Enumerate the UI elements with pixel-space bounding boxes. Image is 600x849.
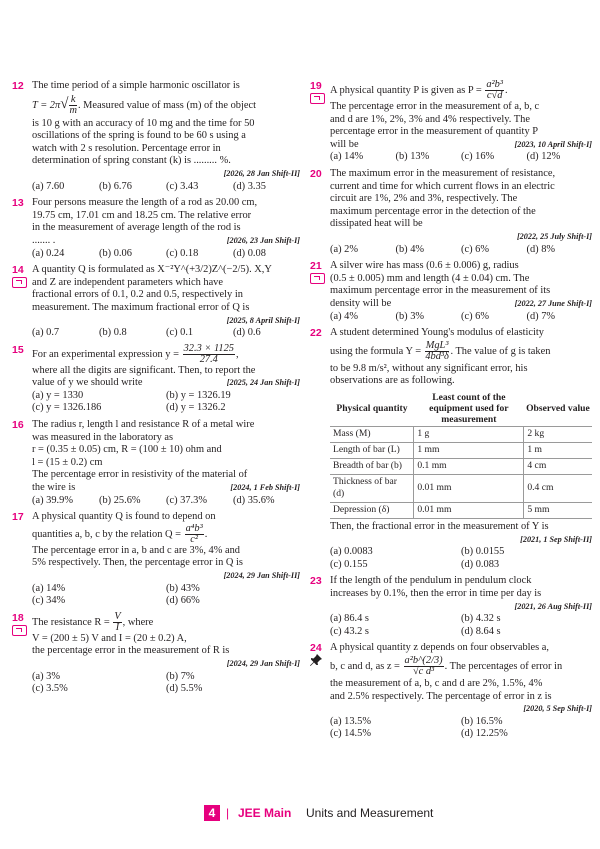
option[interactable]: (d) 0.6	[233, 327, 261, 339]
option[interactable]: (a) 14%	[330, 151, 364, 163]
footer-brand: JEE Main	[238, 806, 292, 820]
question-text: determination of spring constant (k) is ......... %.	[32, 155, 231, 167]
question-text: fractional errors of 0.1, 0.2 and 0.5, respectively in	[32, 289, 243, 301]
option[interactable]: (d) 5.5%	[166, 683, 203, 695]
table-cell: 0.01 mm	[414, 503, 524, 519]
question-text: in the measurement of average length of the rod is	[32, 222, 241, 234]
options	[330, 151, 592, 164]
table-cell: 1 g	[414, 426, 524, 442]
option[interactable]: (a) 0.24	[32, 247, 65, 259]
option[interactable]: (a) 0.7	[32, 327, 60, 339]
option[interactable]: (a) 3%	[32, 670, 60, 682]
question-14	[12, 264, 300, 340]
question-text: A student determined Young's modulus of elasticity	[330, 327, 545, 339]
question-text-row	[330, 298, 592, 311]
question-text: and 2.5% respectively. The percentage of error in z is	[330, 690, 552, 702]
question-23	[310, 575, 592, 638]
question-15	[12, 344, 300, 415]
question-24	[310, 642, 592, 741]
question-text: l = (15 ± 0.2) cm	[32, 456, 103, 468]
option[interactable]: (d) 0.083	[461, 558, 500, 570]
question-text: maximum percentage error in the detection of the	[330, 205, 536, 217]
numerator: MgL³	[425, 339, 449, 351]
source-tag: [2025, 8 April Shift-I]	[226, 315, 300, 325]
table-row	[330, 503, 592, 519]
question-text-row	[330, 139, 592, 152]
question-22	[310, 327, 592, 571]
question-number: 21	[310, 260, 322, 273]
question-text: watch with 2 s resolution. Percentage error in	[32, 142, 221, 154]
question-text: . Measured value of mass (m) of the object	[77, 99, 256, 111]
question-13	[12, 197, 300, 260]
question-text: dissipated heat will be	[330, 218, 423, 230]
numerator: a⁴b³	[185, 522, 203, 534]
option[interactable]: (b) 0.0155	[461, 546, 505, 558]
formula-line	[330, 341, 592, 362]
question-text: increases by 0.1%, then the error in time per day is	[330, 588, 542, 600]
source-tag: [2022, 27 June Shift-I]	[514, 298, 592, 308]
question-text: and Z are independent parameters which have	[32, 276, 223, 288]
option[interactable]: (a) 86.4 s	[330, 613, 369, 625]
question-text: percentage error in the measurement of quantity P	[330, 126, 539, 138]
source-tag: [2022, 25 July Shift-I]	[516, 231, 592, 241]
question-text: If the length of the pendulum in pendulum clock	[330, 575, 532, 587]
question-number: 20	[310, 167, 322, 180]
option[interactable]: (b) y = 1326.19	[166, 389, 231, 401]
option[interactable]: (c) y = 1326.186	[32, 402, 102, 414]
question-text: (0.5 ± 0.005) mm and length (4 ± 0.04) cm. The	[330, 272, 530, 284]
question-text: 5% respectively. Then, the percentage error in Q is	[32, 557, 243, 569]
page-footer	[0, 804, 600, 822]
question-text: A physical quantity z depends on four observables a,	[330, 642, 550, 654]
option[interactable]: (d) 12.25%	[461, 728, 508, 740]
question-text: the measurement of a, b, c and d are 2%, 1.5%, 4%	[330, 678, 543, 689]
table-cell: 1 m	[524, 442, 592, 458]
numerator: 32.3 × 1125	[183, 342, 234, 354]
question-text: A silver wire has mass (0.6 ± 0.006) g, radius	[330, 260, 519, 272]
question-number: 13	[12, 197, 24, 210]
question-number: 24	[310, 642, 322, 655]
table-cell: 1 mm	[414, 442, 524, 458]
option[interactable]: (d) 0.08	[233, 247, 266, 259]
source-tag: [2024, 29 Jan Shift-I]	[226, 658, 300, 668]
option[interactable]: (c) 6%	[461, 243, 489, 255]
formula-line	[32, 612, 300, 633]
denominator: 4bd³δ	[425, 350, 449, 362]
fraction	[425, 341, 450, 362]
question-text: Then, the fractional error in the measurement of Y is	[330, 521, 549, 533]
fraction	[183, 344, 235, 365]
option[interactable]: (a) 39.9%	[32, 494, 73, 506]
footer-separator: |	[226, 806, 230, 820]
option[interactable]: (d) 35.6%	[233, 494, 275, 506]
option[interactable]: (c) 3.5%	[32, 683, 68, 695]
question-number: 14	[12, 264, 24, 277]
option[interactable]: (d) y = 1326.2	[166, 402, 226, 414]
option[interactable]: (a) y = 1330	[32, 389, 84, 401]
source-tag: [2024, 29 Jan Shift-II]	[223, 571, 300, 580]
question-number: 23	[310, 575, 322, 588]
observations-table	[330, 391, 592, 519]
question-number: 17	[12, 511, 24, 524]
table-cell: 0.01 mm	[414, 474, 524, 502]
table-cell: 5 mm	[524, 503, 592, 519]
option[interactable]: (d) 12%	[526, 151, 561, 163]
option[interactable]: (b) 16.5%	[461, 715, 503, 727]
option[interactable]: (c) 6%	[461, 310, 489, 322]
question-12	[12, 80, 300, 193]
question-17	[12, 511, 300, 608]
option[interactable]: (b) 43%	[166, 582, 200, 594]
option[interactable]: (a) 4%	[330, 310, 358, 322]
option[interactable]: (d) 66%	[166, 595, 200, 607]
options	[330, 311, 592, 324]
options	[32, 327, 300, 340]
question-text: quantities a, b, c by the relation Q =	[32, 528, 181, 540]
source-tag: [2025, 24 Jan Shift-I]	[226, 378, 300, 388]
denominator: c²	[190, 533, 199, 545]
option[interactable]: (a) 2%	[330, 243, 358, 255]
question-text: A quantity Q is formulated as X⁻²Y^(+3/2)Z^(−2/5). X,Y	[32, 264, 272, 276]
source-tag: [2023, 10 April Shift-I]	[514, 139, 592, 149]
question-text: observations are as following.	[330, 375, 455, 387]
formula: T = 2π	[32, 99, 61, 111]
question-text: will be	[330, 138, 359, 150]
table-cell: Depression (δ)	[330, 503, 414, 519]
numerator: a²b^(2/3)	[404, 655, 443, 666]
footer-chapter-title: Units and Measurement	[306, 806, 434, 820]
question-text: A physical quantity P is given as P =	[330, 84, 482, 96]
table-header: Physical quantity	[330, 391, 414, 427]
question-text: The percentage error in a, b and c are 3%, 4% and	[32, 544, 240, 556]
table-cell: Thickness of bar (d)	[330, 474, 414, 502]
table-cell: 4 cm	[524, 458, 592, 474]
question-text: r = (0.35 ± 0.05) cm, R = (100 ± 10) ohm and	[32, 444, 222, 456]
question-text: using the formula Y =	[330, 345, 422, 357]
table-row	[330, 458, 592, 474]
options	[32, 390, 300, 415]
options	[330, 716, 592, 741]
options	[32, 671, 300, 696]
question-text: measurement. The maximum fractional error of Q is	[32, 301, 250, 313]
question-text: circuit are 1%, 2% and 3%, respectively. The	[330, 193, 518, 205]
question-number: 18	[12, 611, 24, 624]
option[interactable]: (c) 16%	[461, 151, 495, 163]
option[interactable]: (b) 0.8	[99, 327, 127, 339]
denominator: I	[115, 621, 120, 633]
question-text: The resistance R =	[32, 616, 110, 628]
question-text: . The value of g is taken	[450, 345, 551, 357]
question-number: 19	[310, 80, 322, 92]
question-text: The maximum error in the measurement of resistance,	[330, 167, 556, 179]
question-text: 19.75 cm, 17.01 cm and 18.25 cm. The relative error	[32, 209, 252, 221]
option[interactable]: (c) 43.2 s	[330, 625, 369, 637]
question-19	[310, 80, 592, 164]
option[interactable]: (b) 3%	[395, 310, 425, 322]
option[interactable]: (b) 13%	[395, 151, 430, 163]
question-text: . The percentages of error in	[444, 660, 563, 672]
option[interactable]: (b) 4%	[395, 243, 425, 255]
question-text: The radius r, length l and resistance R of a metal wire	[32, 419, 255, 431]
repeat-icon	[12, 277, 27, 288]
options	[32, 583, 300, 608]
fraction	[485, 80, 504, 101]
table-cell: Mass (M)	[330, 426, 414, 442]
option[interactable]: (a) 0.0083	[330, 546, 373, 558]
formula-line: A physical quantity P is given as P = $\frac{\text{a²b³}}{c√d}$ .	[330, 79, 508, 101]
question-text: and d are 1%, 2%, 3% and 4% respectively. The	[330, 113, 530, 125]
options	[32, 495, 300, 508]
question-text: to be 9.8 m/s², without any significant error, his	[330, 362, 528, 374]
question-text: current and time for which current flows in an electric	[330, 180, 555, 192]
question-text: V = (200 ± 5) V and I = (20 ± 0.2) A,	[32, 632, 187, 644]
formula-line: quantities a, b, c by the relation Q = $\frac{\text{a⁴b³}}{\text{c²}}$ .	[32, 522, 208, 545]
numerator: V	[114, 610, 121, 622]
question-text: oscillations of the spring is found to be 60 s using a	[32, 130, 246, 142]
question-text-row	[32, 482, 300, 495]
question-number: 22	[310, 327, 322, 340]
page-number: 4	[204, 805, 220, 821]
question-20	[310, 168, 592, 256]
fraction	[185, 524, 204, 545]
option[interactable]: (c) 0.18	[166, 247, 199, 259]
question-text: the percentage error in the measurement of R is	[32, 645, 230, 657]
question-number: 16	[12, 419, 24, 432]
denominator: √c d³	[412, 666, 435, 677]
option[interactable]: (b) 4.32 s	[461, 613, 501, 625]
table-cell: Breadth of bar (b)	[330, 458, 414, 474]
table-header-row	[330, 391, 592, 427]
source-tag: [2020, 5 Sep Shift-I]	[523, 704, 592, 714]
table-cell: 0.4 cm	[524, 474, 592, 502]
formula-line	[330, 656, 592, 677]
options	[32, 248, 300, 261]
option[interactable]: (b) 6.76	[99, 180, 132, 192]
options	[330, 244, 592, 257]
question-text: maximum percentage error in the measurement of its	[330, 285, 551, 297]
table-row	[330, 426, 592, 442]
question-text-row	[32, 377, 300, 390]
option[interactable]: (b) 7%	[166, 670, 195, 682]
question-text: A physical quantity Q is found to depend on	[32, 511, 216, 523]
question-text: was measured in the laboratory as	[32, 431, 174, 443]
question-16	[12, 419, 300, 507]
question-text-row	[32, 235, 300, 248]
source-tag: [2021, 1 Sep Shift-II]	[520, 534, 592, 544]
question-text: , where	[122, 616, 154, 628]
table-cell: 2 kg	[524, 426, 592, 442]
option[interactable]: (d) 8.64 s	[461, 625, 501, 637]
fraction	[404, 656, 444, 677]
source-tag: [2026, 28 Jan Shift-II]	[223, 168, 300, 178]
numerator: a²b³	[486, 79, 503, 90]
table-cell: Length of bar (L)	[330, 442, 414, 458]
question-text: The percentage error in the measurement of a, b, c	[330, 101, 540, 112]
denominator: c√d	[486, 90, 503, 101]
option[interactable]: (b) 25.6%	[99, 494, 141, 506]
fraction	[113, 612, 121, 633]
question-text: value of y we should write	[32, 377, 143, 389]
right-column	[310, 80, 592, 745]
option[interactable]: (c) 0.155	[330, 558, 368, 570]
source-tag: [2024, 1 Feb Shift-I]	[230, 483, 300, 493]
option[interactable]: (d) 8%	[526, 243, 556, 255]
table-row	[330, 474, 592, 502]
option[interactable]: (a) 7.60	[32, 180, 65, 192]
repeat-icon	[310, 273, 325, 284]
denominator: 27.4	[199, 353, 218, 365]
source-tag: [2021, 26 Aug Shift-II]	[514, 601, 592, 611]
options	[330, 613, 592, 638]
question-number: 15	[12, 343, 24, 356]
repeat-icon	[310, 93, 325, 104]
table-header: Least count of the equipment used for measurement	[414, 391, 524, 427]
options	[32, 181, 300, 194]
question-text: ....... .	[32, 234, 56, 246]
question-text: the wire is	[32, 482, 76, 494]
option[interactable]: (a) 14%	[32, 582, 66, 594]
table-cell: 0.1 mm	[414, 458, 524, 474]
table-header: Observed value	[524, 391, 592, 427]
question-text: Four persons measure the length of a rod as 20.00 cm,	[32, 197, 258, 209]
question-text: where all the digits are significant. Then, to report the	[32, 364, 256, 376]
option[interactable]: (c) 0.1	[166, 327, 194, 339]
formula-line: T = 2π√ $\frac{k}{m}$ . Measured value of mass (m) of the object	[32, 93, 256, 116]
question-number: 12	[12, 80, 24, 92]
pin-icon	[310, 654, 322, 666]
formula-line: For an experimental expression y = $\frac{32.3 \times 1125}{27.4}$ ,	[32, 342, 239, 365]
question-text: For an experimental expression y =	[32, 348, 179, 360]
question-text: density will be	[330, 297, 392, 309]
question-18	[12, 612, 300, 696]
repeat-icon	[12, 625, 27, 636]
question-text: b, c and d, as z =	[330, 660, 400, 672]
options	[330, 546, 592, 571]
option[interactable]: (c) 14.5%	[330, 728, 371, 740]
question-text: The time period of a simple harmonic oscillator is	[32, 80, 240, 91]
option[interactable]: (a) 13.5%	[330, 715, 371, 727]
question-text: is 10 g with an accuracy of 10 mg and the time for 50	[32, 117, 255, 129]
option[interactable]: (c) 34%	[32, 595, 66, 607]
source-tag: [2026, 23 Jan Shift-I]	[226, 235, 300, 245]
option[interactable]: (d) 7%	[526, 310, 556, 322]
option[interactable]: (c) 37.3%	[166, 494, 207, 506]
option[interactable]: (d) 3.35	[233, 180, 266, 192]
table-row	[330, 442, 592, 458]
question-text: The percentage error in resistivity of the material of	[32, 469, 248, 481]
left-column	[12, 80, 300, 700]
option[interactable]: (c) 3.43	[166, 180, 199, 192]
option[interactable]: (b) 0.06	[99, 247, 132, 259]
question-21	[310, 260, 592, 323]
